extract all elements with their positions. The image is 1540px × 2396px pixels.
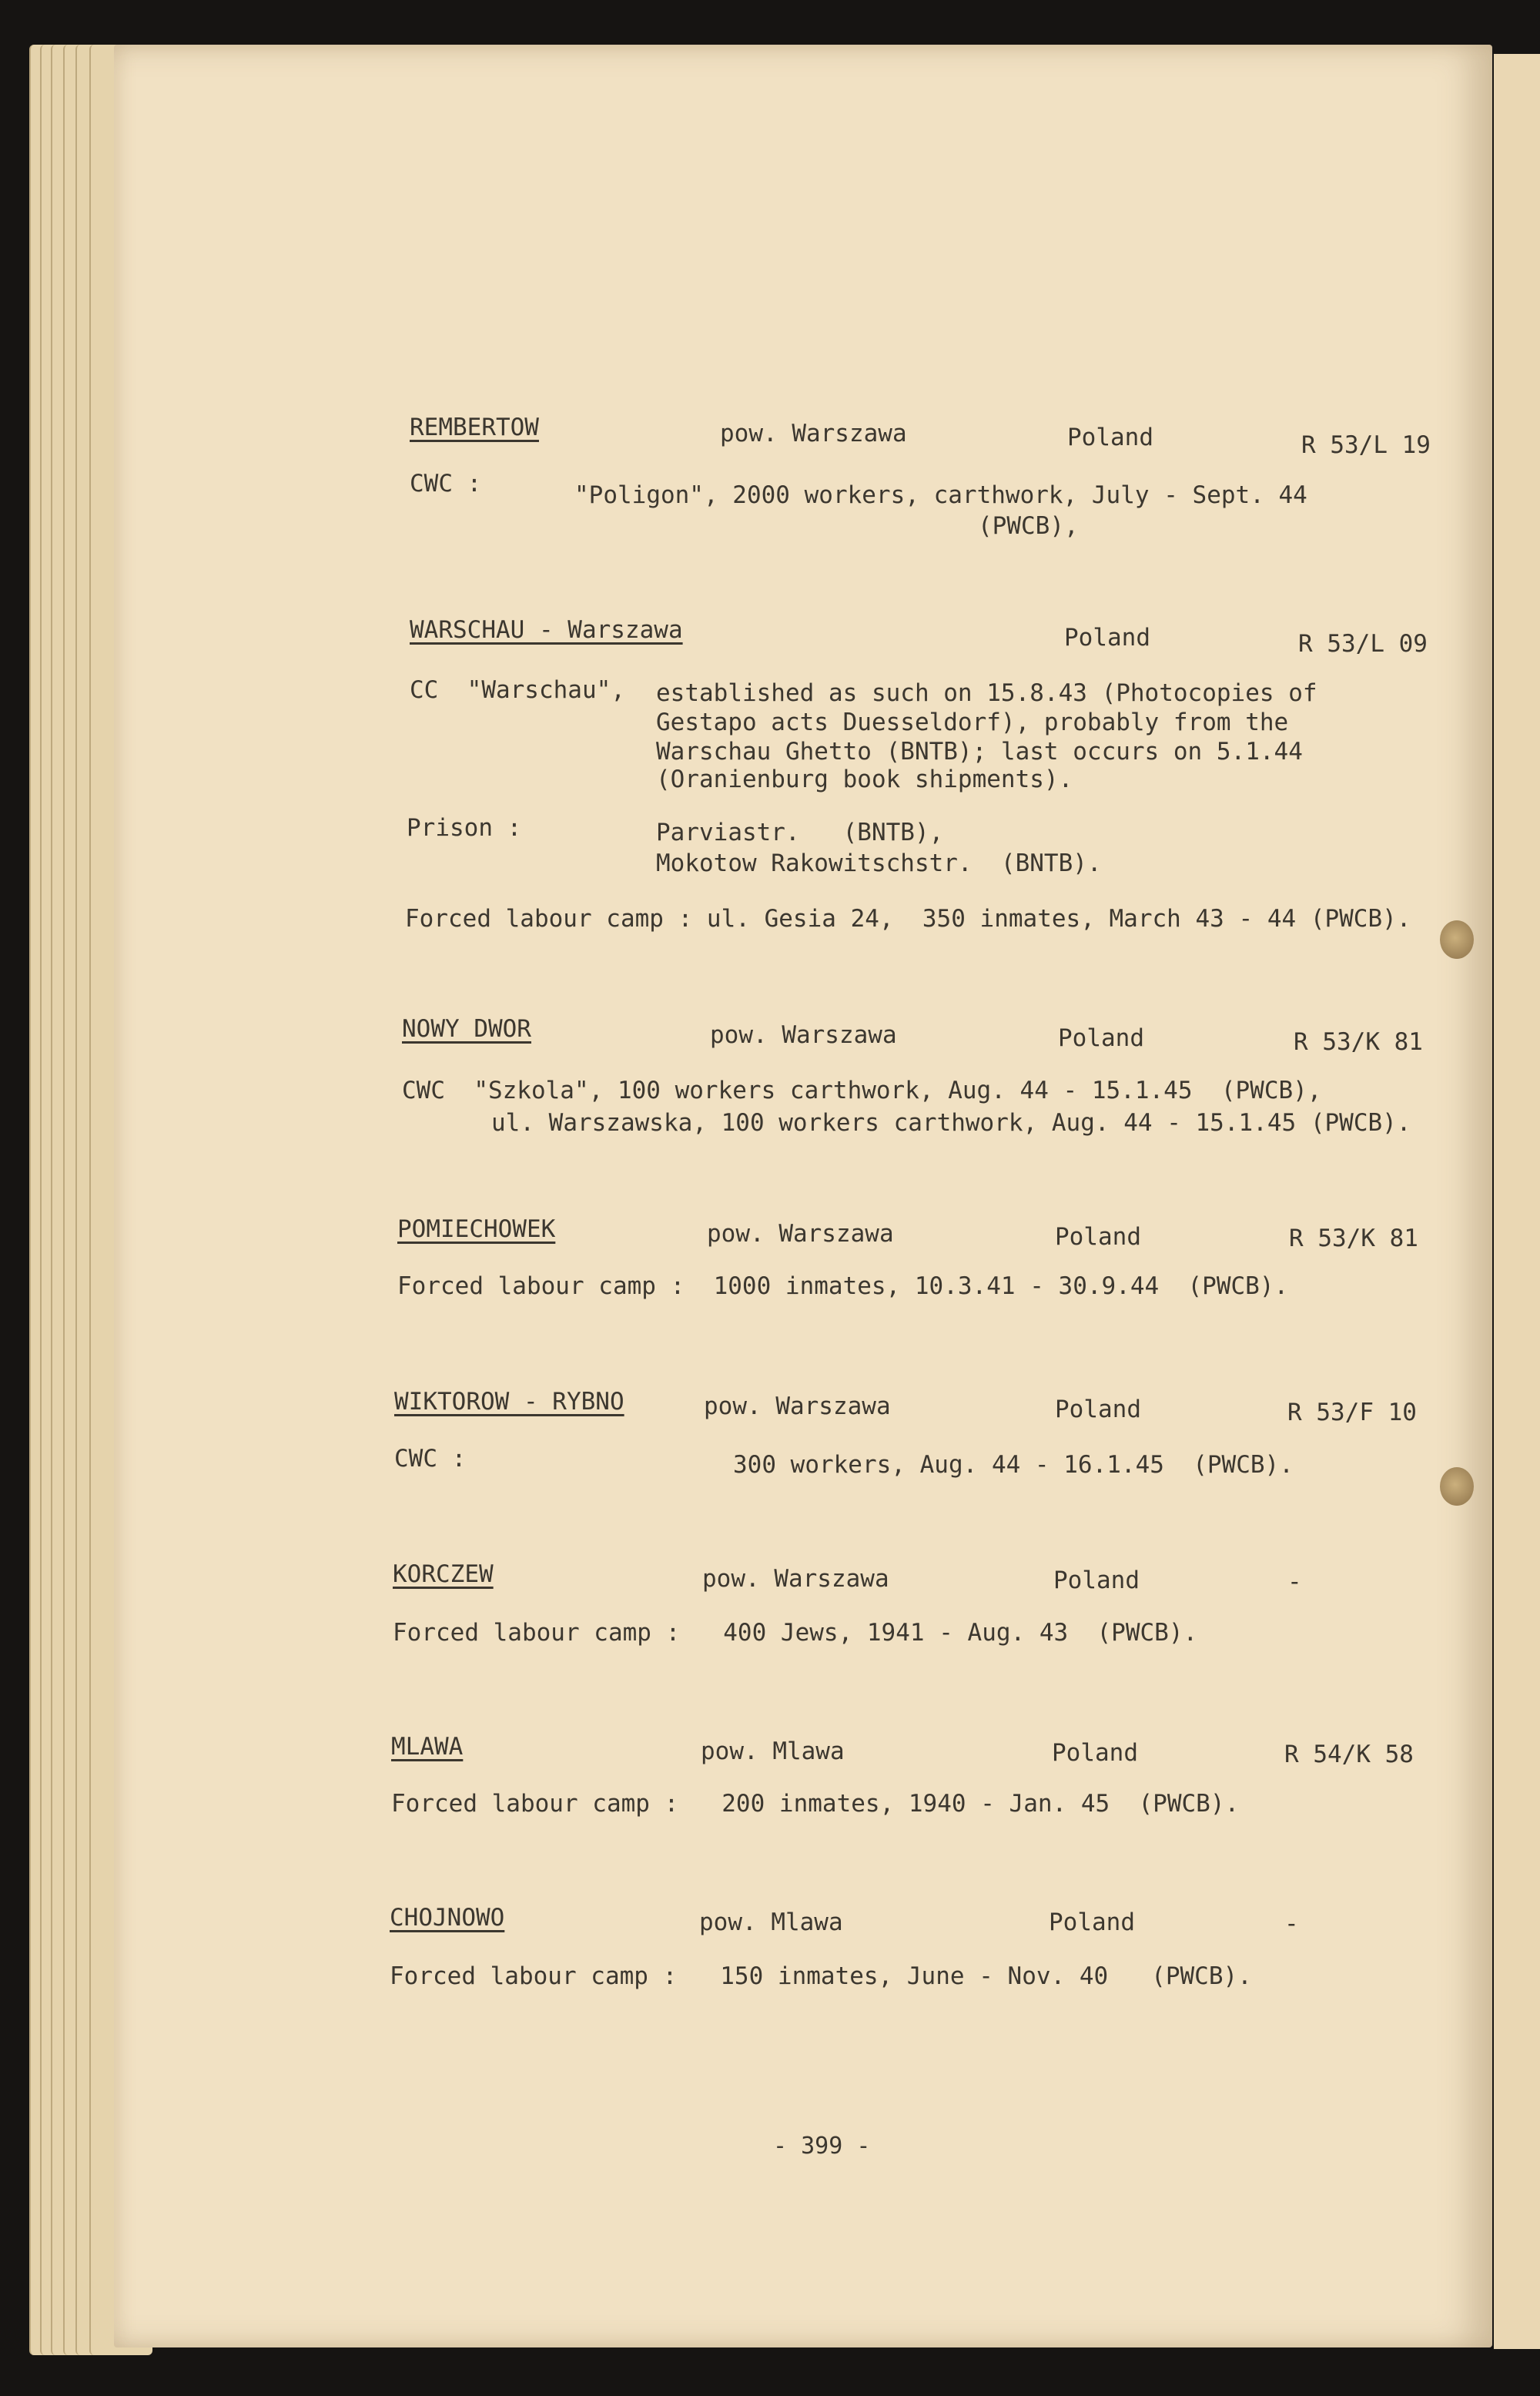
- entry-line: (PWCB),: [978, 512, 1079, 540]
- entry-country: Poland: [1067, 424, 1153, 451]
- entry-reference: R 53/L 09: [1298, 630, 1428, 658]
- entry-line: Forced labour camp : 150 inmates, June - Nov. 40 (PWCB).: [390, 1962, 1252, 1990]
- entry-district: pow. Warszawa: [702, 1565, 889, 1593]
- entry-label: Prison :: [407, 814, 522, 842]
- entry-country: Poland: [1058, 1024, 1144, 1052]
- entry-line: Parviastr. (BNTB),: [656, 819, 944, 846]
- entry-country: Poland: [1064, 624, 1150, 652]
- entry-reference: R 53/L 19: [1301, 431, 1431, 459]
- entry-line: Mokotow Rakowitschstr. (BNTB).: [656, 849, 1102, 877]
- entry-line: Forced labour camp : 200 inmates, 1940 - Jan. 45 (PWCB).: [391, 1790, 1240, 1818]
- entry-district: pow. Warszawa: [707, 1220, 894, 1248]
- entry-line: Forced labour camp : 1000 inmates, 10.3.41 - 30.9.44 (PWCB).: [397, 1272, 1289, 1300]
- entry-place: WIKTOROW - RYBNO: [394, 1388, 624, 1416]
- entry-district: pow. Warszawa: [704, 1392, 891, 1420]
- entry-label: CWC :: [410, 470, 482, 498]
- entry-place: NOWY DWOR: [402, 1015, 531, 1043]
- entry-place: REMBERTOW: [410, 414, 539, 441]
- entry-reference: R 53/F 10: [1287, 1399, 1417, 1426]
- entry-country: Poland: [1055, 1396, 1141, 1423]
- entry-country: Poland: [1049, 1908, 1135, 1936]
- entry-line: CWC "Szkola", 100 workers carthwork, Aug. 44 - 15.1.45 (PWCB),: [402, 1077, 1322, 1104]
- entry-line: (Oranienburg book shipments).: [656, 766, 1073, 793]
- entry-reference: R 54/K 58: [1284, 1741, 1414, 1768]
- entry-district: pow. Mlawa: [701, 1738, 845, 1765]
- entry-country: Poland: [1052, 1739, 1138, 1767]
- entry-line: established as such on 15.8.43 (Photocopies of: [656, 679, 1317, 707]
- entry-reference: -: [1287, 1568, 1302, 1596]
- entry-line: 300 workers, Aug. 44 - 16.1.45 (PWCB).: [733, 1451, 1294, 1479]
- entry-line: Gestapo acts Duesseldorf), probably from the: [656, 709, 1289, 736]
- entry-place: POMIECHOWEK: [397, 1215, 556, 1243]
- entry-label: CWC :: [394, 1445, 467, 1473]
- entry-place: WARSCHAU - Warszawa: [410, 616, 683, 644]
- entry-district: pow. Mlawa: [699, 1908, 843, 1936]
- entry-line: ul. Warszawska, 100 workers carthwork, Aug. 44 - 15.1.45 (PWCB).: [491, 1109, 1411, 1137]
- entry-line: Forced labour camp : ul. Gesia 24, 350 inmates, March 43 - 44 (PWCB).: [405, 905, 1411, 933]
- entry-district: pow. Warszawa: [720, 420, 907, 447]
- entry-place: MLAWA: [391, 1733, 464, 1761]
- entry-label: CC "Warschau",: [410, 676, 625, 704]
- page-number: - 399 -: [773, 2133, 871, 2160]
- entry-place: CHOJNOWO: [390, 1904, 505, 1932]
- entry-district: pow. Warszawa: [710, 1021, 897, 1049]
- entry-reference: R 53/K 81: [1289, 1225, 1418, 1252]
- entry-country: Poland: [1055, 1223, 1141, 1251]
- entry-country: Poland: [1053, 1567, 1140, 1594]
- entry-line: Forced labour camp : 400 Jews, 1941 - Aug. 43 (PWCB).: [393, 1619, 1198, 1647]
- entry-line: Warschau Ghetto (BNTB); last occurs on 5.1.44: [656, 738, 1303, 766]
- entry-line: "Poligon", 2000 workers, carthwork, July - Sept. 44: [574, 481, 1307, 509]
- entry-place: KORCZEW: [393, 1560, 494, 1588]
- entry-reference: -: [1284, 1910, 1299, 1938]
- entry-reference: R 53/K 81: [1294, 1028, 1423, 1056]
